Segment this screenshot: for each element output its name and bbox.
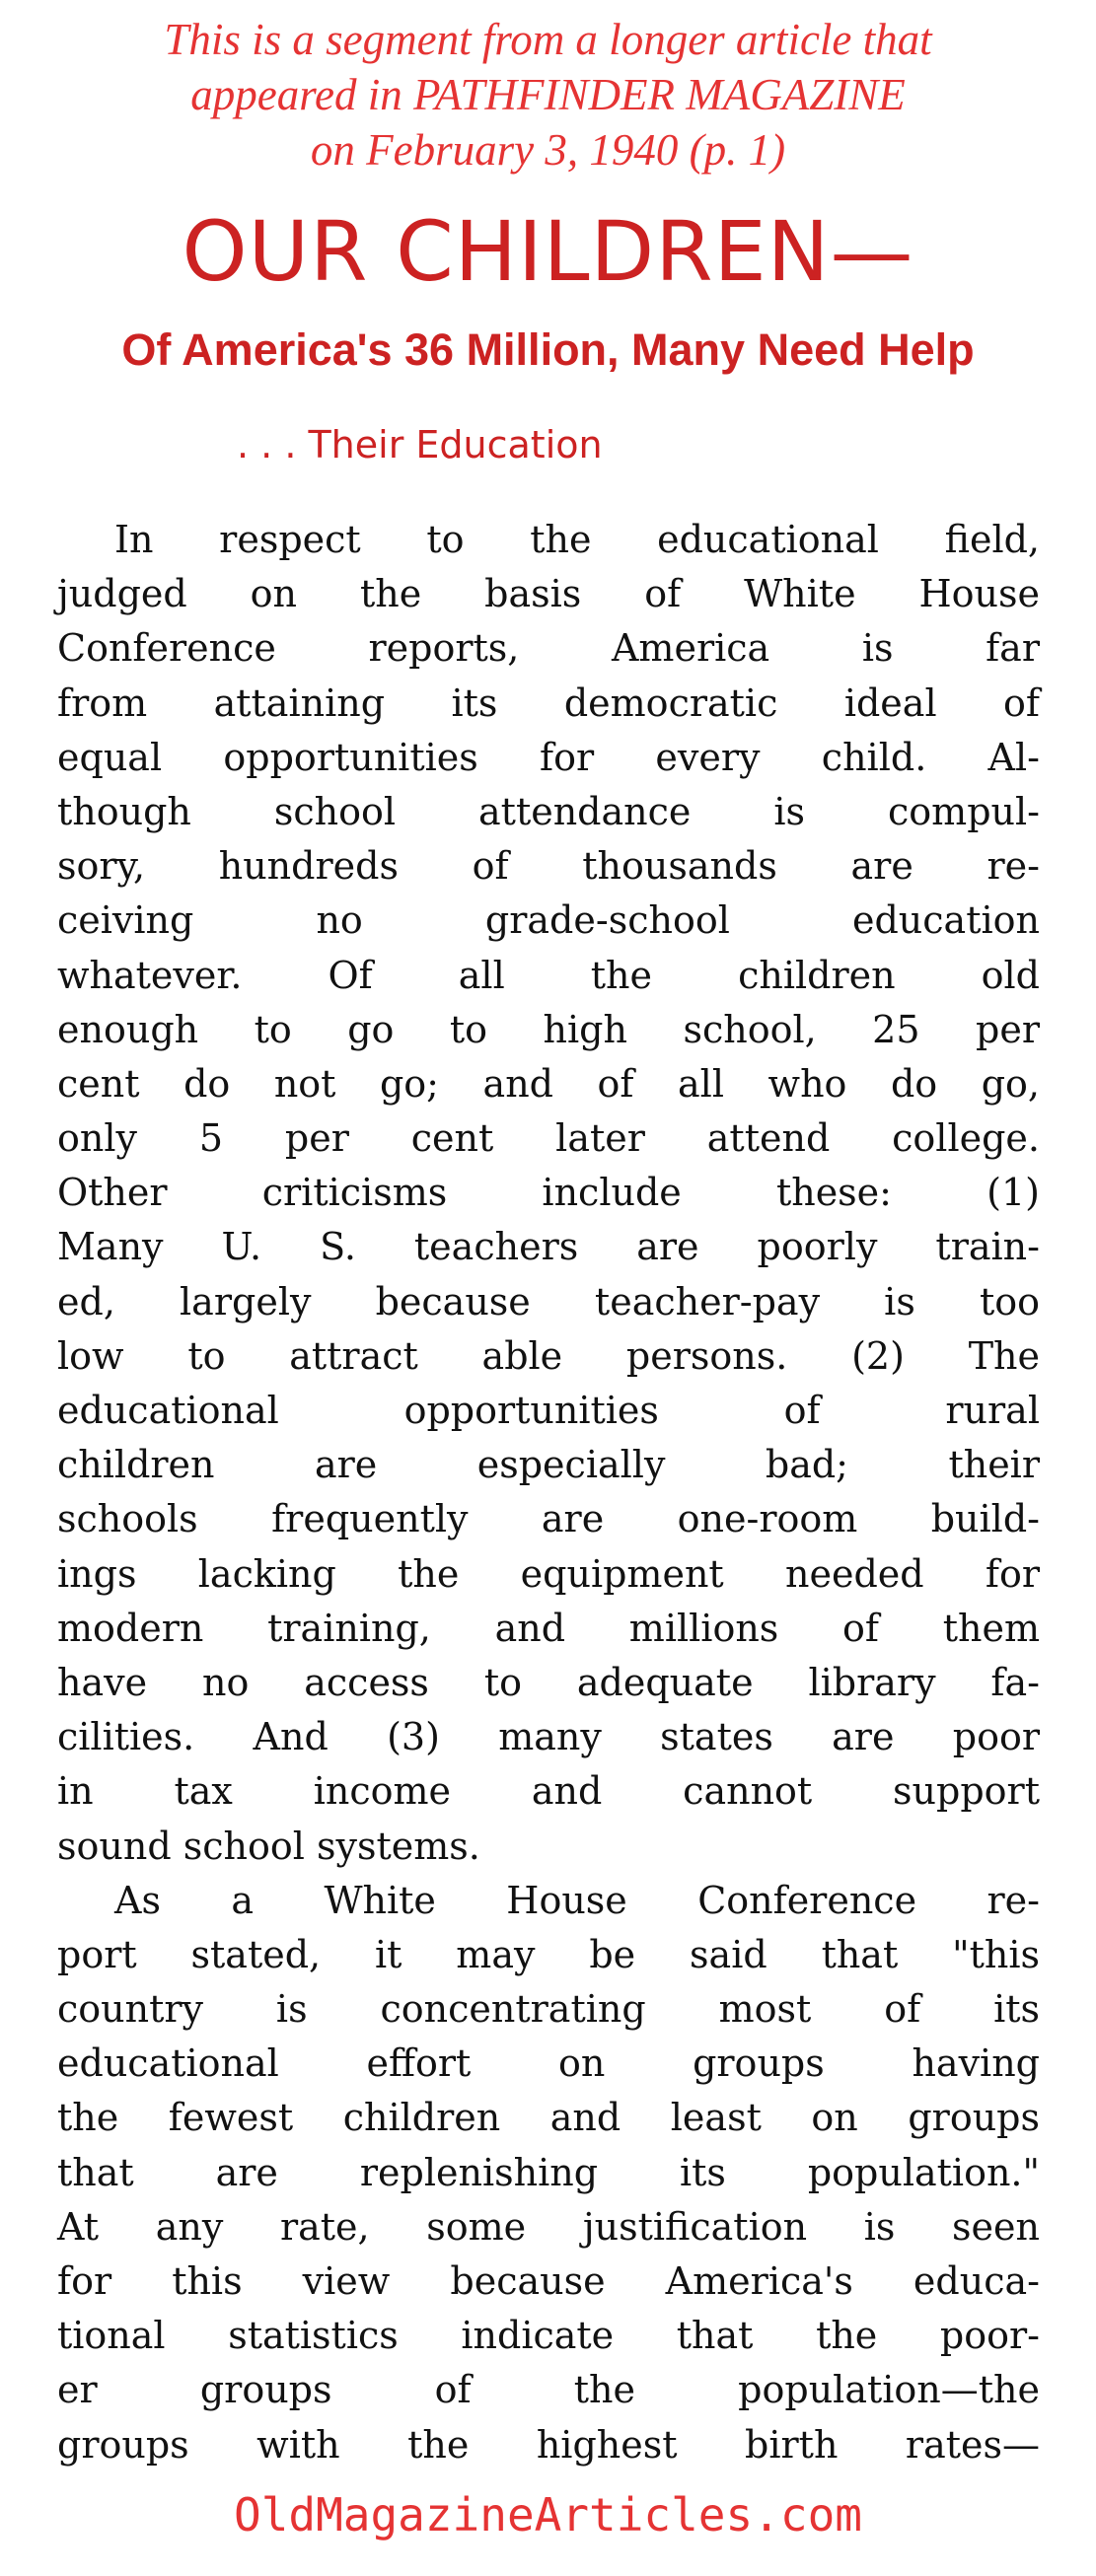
body-line: sory, hundreds of thousands are re- xyxy=(57,844,1040,889)
body-line: sound school systems. xyxy=(57,1824,480,1868)
body-line: modern training, and millions of them xyxy=(57,1606,1040,1650)
body-line: whatever. Of all the children old xyxy=(57,953,1040,997)
body-line: cilities. And (3) many states are poor xyxy=(57,1715,1040,1759)
body-line: ed, largely because teacher-pay is too xyxy=(57,1279,1040,1324)
body-line: Other criticisms include these: (1) xyxy=(57,1171,1040,1215)
body-line: for this view because America's educa- xyxy=(57,2259,1040,2303)
editor-note-line: on February 3, 1940 (p. 1) xyxy=(310,125,786,175)
body-line: In respect to the educational field, xyxy=(114,518,1040,561)
body-line: Conference reports, America is far xyxy=(57,626,1040,671)
body-line: though school attendance is compul- xyxy=(57,789,1040,833)
body-line: educational effort on groups having xyxy=(57,2041,1040,2086)
body-line: have no access to adequate library fa- xyxy=(57,1660,1040,1704)
body-line: low to attract able persons. (2) The xyxy=(57,1333,1040,1378)
body-line: ings lacking the equipment needed for xyxy=(57,1551,1040,1596)
body-line: country is concentrating most of its xyxy=(57,1987,1040,2032)
body-line: ceiving no grade-school education xyxy=(57,898,1040,943)
body-line: judged on the basis of White House xyxy=(57,572,1040,616)
body-line: children are especially bad; their xyxy=(57,1443,1040,1487)
body-line: er groups of the population—the xyxy=(57,2368,1040,2412)
body-line: educational opportunities of rural xyxy=(57,1389,1040,1432)
site-watermark-link[interactable]: OldMagazineArticles.com xyxy=(234,2488,862,2541)
body-line: equal opportunities for every child. Al- xyxy=(57,735,1040,779)
editor-note xyxy=(0,12,1096,178)
body-line: only 5 per cent later attend college. xyxy=(57,1116,1040,1161)
body-line: that are replenishing its population." xyxy=(57,2150,1040,2194)
body-line: enough to go to high school, 25 per xyxy=(57,1007,1040,1051)
editor-note-line: appeared in PATHFINDER MAGAZINE xyxy=(190,70,906,119)
body-line: schools frequently are one-room build- xyxy=(57,1497,1040,1541)
article-headline: OUR CHILDREN— xyxy=(182,203,914,300)
body-line: in tax income and cannot support xyxy=(57,1769,1040,1814)
editor-note-line: This is a segment from a longer article that xyxy=(164,15,932,64)
body-line: from attaining its democratic ideal of xyxy=(57,680,1040,725)
body-line: Many U. S. teachers are poorly train- xyxy=(57,1225,1040,1269)
body-line: the fewest children and least on groups xyxy=(57,2096,1040,2140)
article-subhead: Of America's 36 Million, Many Need Help xyxy=(121,324,975,375)
body-line: As a White House Conference re- xyxy=(114,1878,1040,1922)
body-line: At any rate, some justification is seen xyxy=(57,2204,1040,2249)
body-line: cent do not go; and of all who do go, xyxy=(57,1061,1040,1106)
body-line: groups with the highest birth rates— xyxy=(57,2422,1040,2467)
section-heading: . . . Their Education xyxy=(237,423,603,466)
body-line: port stated, it may be said that "this xyxy=(57,1932,1040,1976)
article-body xyxy=(57,513,1040,2472)
body-line: tional statistics indicate that the poor- xyxy=(57,2314,1040,2358)
